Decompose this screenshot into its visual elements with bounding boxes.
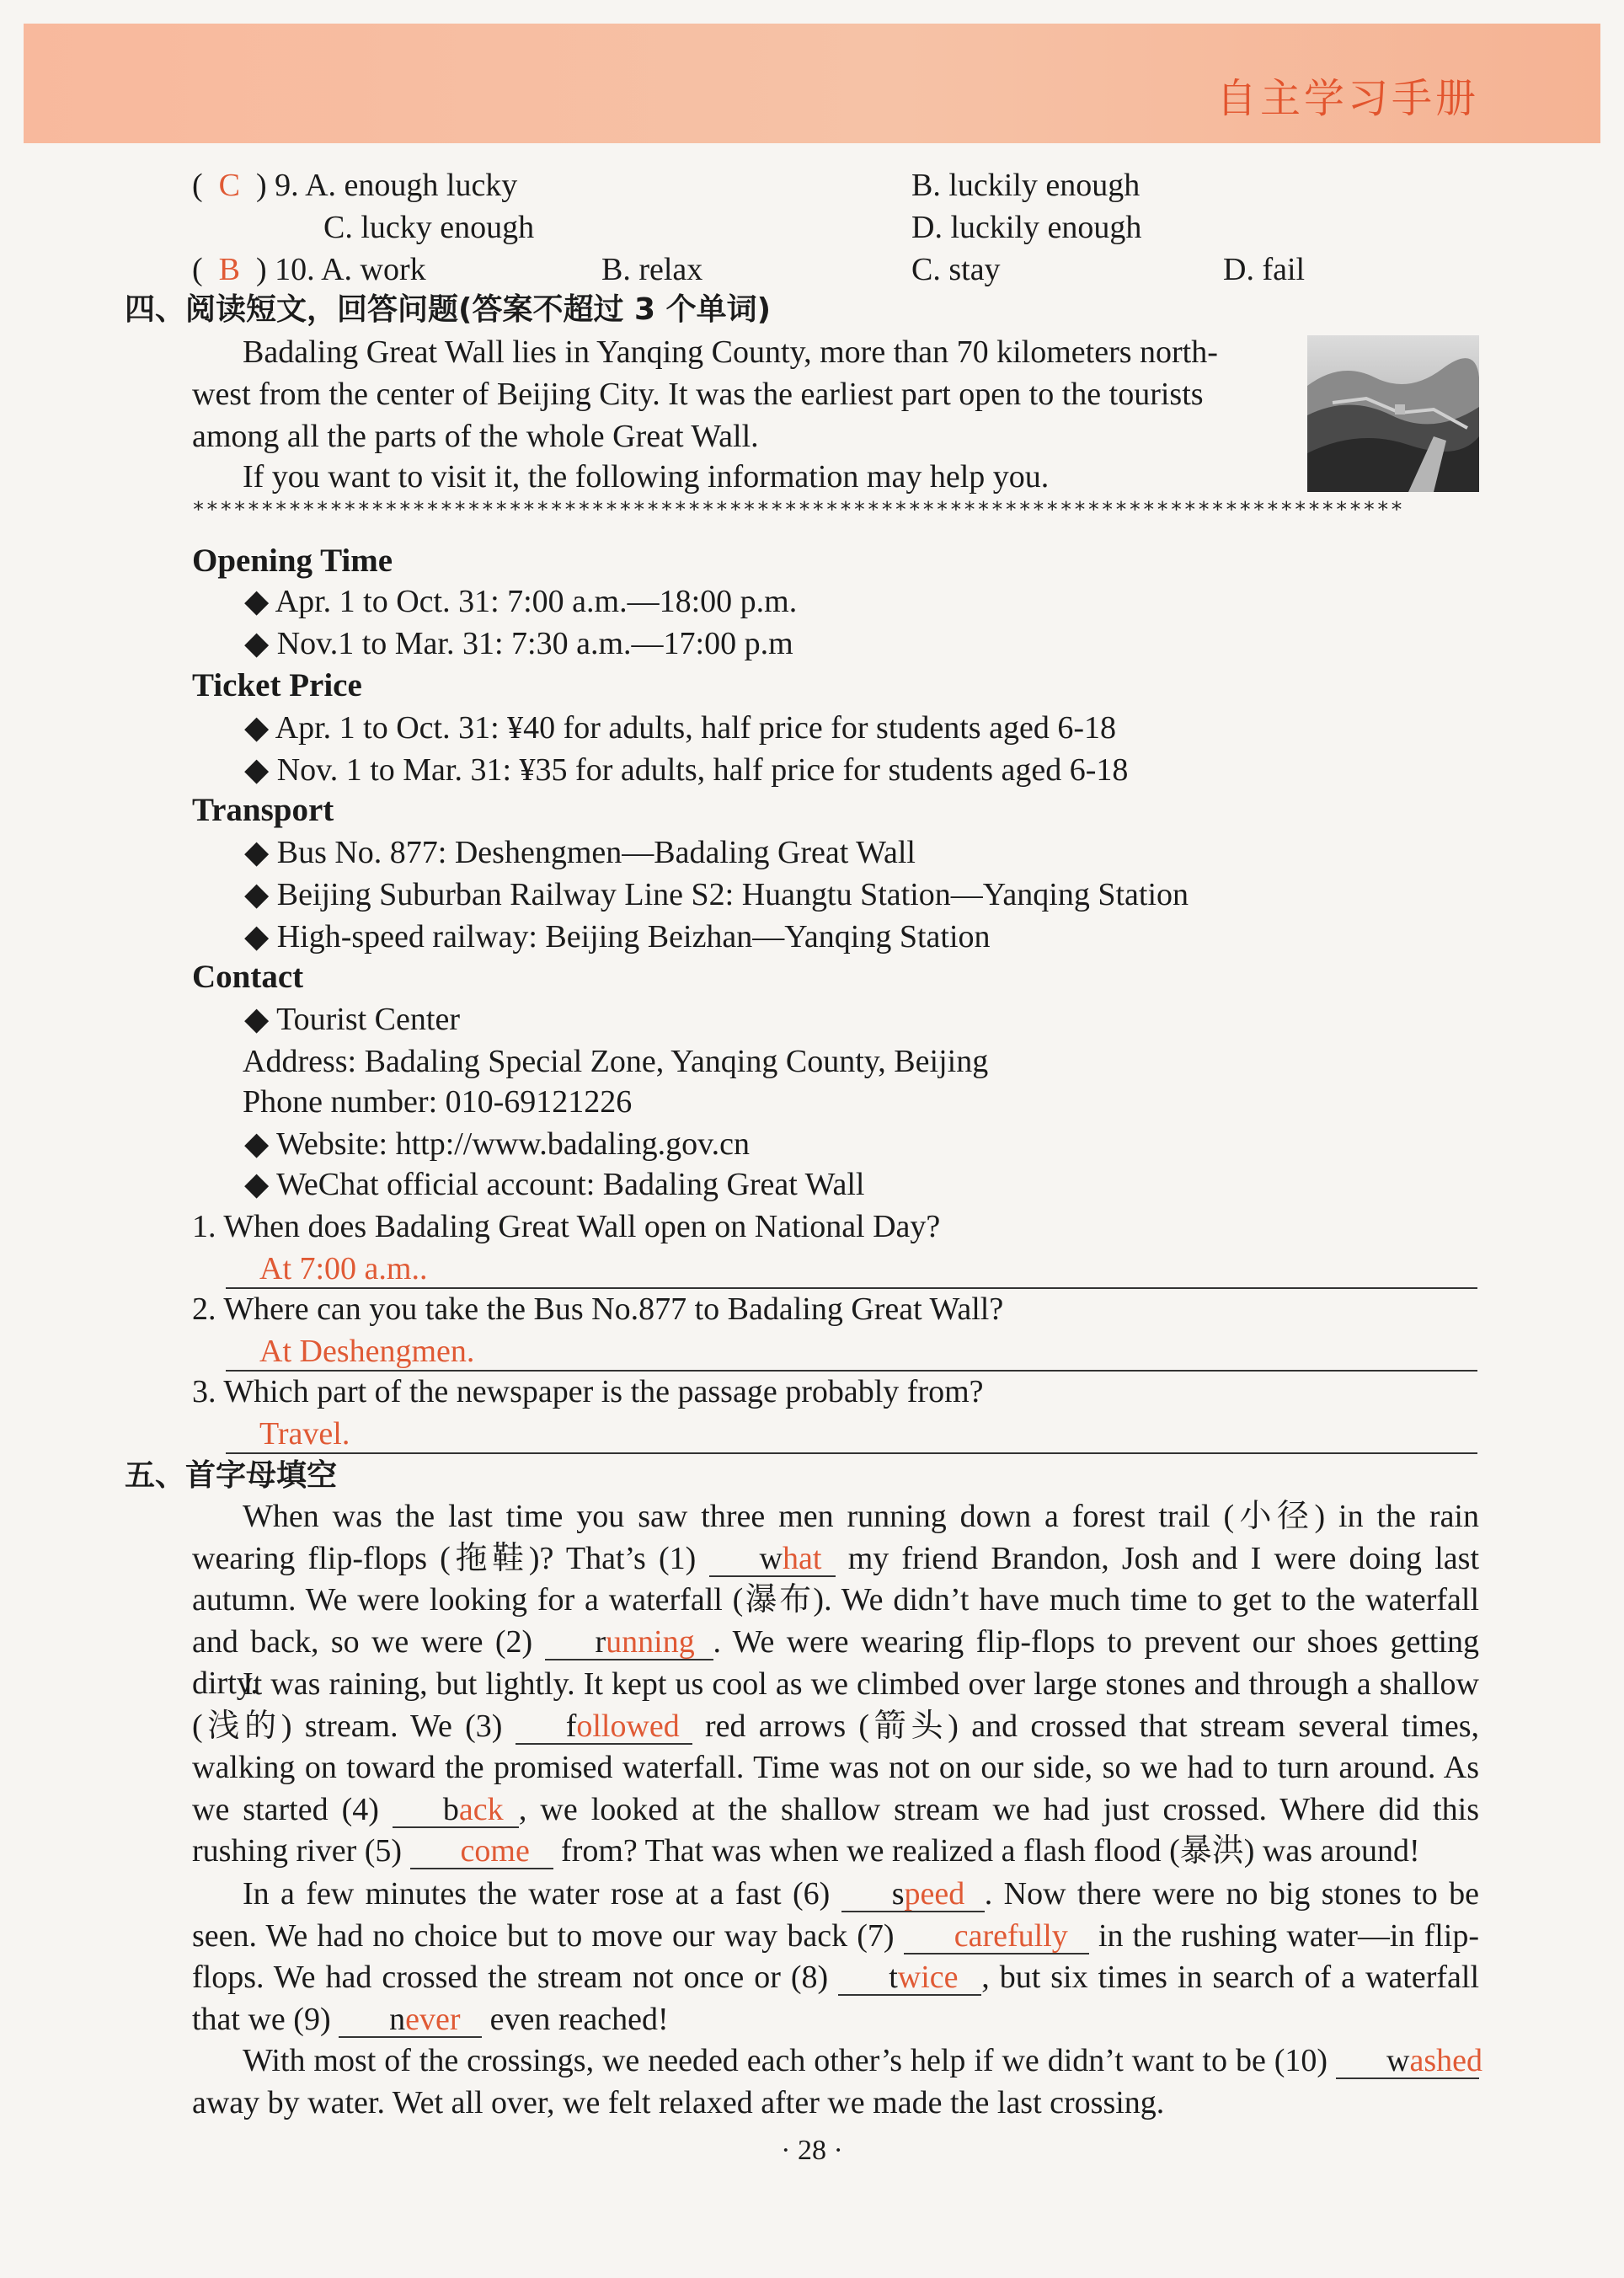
blank-7: carefully bbox=[904, 1919, 1089, 1954]
contact-center: ◆ Tourist Center bbox=[244, 1002, 460, 1037]
intro-line-1: Badaling Great Wall lies in Yanqing County, more than 70 kilometers north- bbox=[243, 334, 1218, 370]
page-number: · 28 · bbox=[781, 2135, 843, 2166]
diamond-bullet-icon: ◆ bbox=[244, 877, 270, 912]
ticket-item-1: ◆ Apr. 1 to Oct. 31: ¥40 for adults, half price for students aged 6-18 bbox=[244, 710, 1116, 746]
diamond-bullet-icon: ◆ bbox=[244, 1167, 270, 1202]
intro-line-4: If you want to visit it, the following information may help you. bbox=[243, 459, 1050, 495]
q10-number: 10. bbox=[275, 252, 315, 287]
q9-number: 9. bbox=[275, 168, 299, 203]
diamond-bullet-icon: ◆ bbox=[244, 626, 270, 661]
blank-3: followed bbox=[516, 1709, 692, 1745]
diamond-bullet-icon: ◆ bbox=[244, 1126, 270, 1162]
answer-1: At 7:00 a.m.. bbox=[259, 1251, 428, 1286]
question-2: 2. Where can you take the Bus No.877 to Badaling Great Wall? bbox=[192, 1291, 1004, 1327]
book-title: 自主学习手册 bbox=[1215, 75, 1479, 122]
blank-8: twice bbox=[838, 1960, 981, 1996]
question-3: 3. Which part of the newspaper is the passage probably from? bbox=[192, 1374, 984, 1409]
cloze-paragraph-2: It was raining, but lightly. It kept us cool as we climbed over large stones and through a shallow (浅的) stream. We (3) followed red arrows (箭头) and crossed that stream several times, walking on toward the promised waterfall. Time was not on our side, so we had to turn around. As we started (4) back , we looked at the shallow stream we had just crossed. Where did this rushing river (5) come from? That was when we realized a flash flood (暴洪) was around! bbox=[192, 1666, 1480, 1869]
q9-option-b: B. luckily enough bbox=[911, 168, 1141, 203]
section5-title: 五、首字母填空 bbox=[125, 1458, 338, 1493]
answer-line-2 bbox=[226, 1329, 1477, 1372]
contact-website: ◆ Website: http://www.badaling.gov.cn bbox=[244, 1126, 750, 1162]
diamond-bullet-icon: ◆ bbox=[244, 835, 270, 870]
q9-line: ( C ) 9. A. enough lucky bbox=[192, 168, 518, 203]
diamond-bullet-icon: ◆ bbox=[244, 710, 270, 746]
diamond-bullet-icon: ◆ bbox=[244, 919, 270, 955]
section4-title: 四、阅读短文，回答问题(答案不超过 3 个单词) bbox=[125, 292, 772, 327]
transport-item-2: ◆ Beijing Suburban Railway Line S2: Huangtu Station—Yanqing Station bbox=[244, 877, 1189, 912]
blank-2: running bbox=[545, 1625, 713, 1660]
contact-phone: Phone number: 010-69121226 bbox=[243, 1084, 633, 1120]
ticket-item-2: ◆ Nov. 1 to Mar. 31: ¥35 for adults, half price for students aged 6-18 bbox=[244, 752, 1129, 788]
q9-option-c: C. lucky enough bbox=[323, 210, 535, 245]
diamond-bullet-icon: ◆ bbox=[244, 1002, 270, 1037]
q9-option-d: D. luckily enough bbox=[911, 210, 1142, 245]
answer-2: At Deshengmen. bbox=[259, 1334, 475, 1369]
contact-address: Address: Badaling Special Zone, Yanqing County, Beijing bbox=[243, 1044, 989, 1079]
diamond-bullet-icon: ◆ bbox=[244, 584, 270, 619]
cloze-paragraph-3: In a few minutes the water rose at a fast (6) speed . Now there were no big stones to be seen. We had no choice but to move our way back (7) carefully in the rushing water—in flip-flops. We had crossed the stream not once or (8) twice , but six times in search of a waterfall that we (9) never even reached! bbox=[192, 1876, 1480, 2037]
ticket-price-heading: Ticket Price bbox=[192, 667, 362, 703]
transport-item-1: ◆ Bus No. 877: Deshengmen—Badaling Great Wall bbox=[244, 835, 916, 870]
q10-option-d: D. fail bbox=[1223, 252, 1306, 287]
diamond-bullet-icon: ◆ bbox=[244, 752, 270, 788]
cloze-paragraph-4: With most of the crossings, we needed each other’s help if we didn’t want to be (10) washed away by water. Wet all over, we felt relaxed after we made the last crossing. bbox=[192, 2043, 1482, 2120]
cloze-paragraph-1: When was the last time you saw three men running down a forest trail (小径) in the rain wearing flip-flops (拖鞋)? That’s (1) what my friend Brandon, Josh and I were doing last autumn. We were looking for a waterfall (瀑布). We didn’t have much time to get to the waterfall and back, so we were (2) running . We were wearing flip-flops to prevent our shoes getting dirty. bbox=[192, 1499, 1480, 1702]
blank-6: speed bbox=[841, 1877, 985, 1912]
intro-line-2: west from the center of Beijing City. It was the earliest part open to the tourists bbox=[192, 377, 1204, 412]
answer-3: Travel. bbox=[259, 1416, 350, 1452]
intro-line-3: among all the parts of the whole Great Wall. bbox=[192, 419, 759, 454]
q9-answer: C bbox=[218, 168, 241, 203]
separator-stars: **************************************************************************************** bbox=[192, 497, 1404, 521]
blank-10: washed bbox=[1336, 2044, 1479, 2079]
blank-5: come bbox=[410, 1834, 553, 1869]
contact-wechat: ◆ WeChat official account: Badaling Great Wall bbox=[244, 1167, 865, 1202]
answer-line-3 bbox=[226, 1412, 1477, 1454]
blank-4: back bbox=[393, 1793, 519, 1828]
q10-option-b: B. relax bbox=[601, 252, 703, 287]
blank-9: never bbox=[339, 2003, 482, 2038]
transport-item-3: ◆ High-speed railway: Beijing Beizhan—Yanqing Station bbox=[244, 919, 991, 955]
q10-option-a: A. work bbox=[321, 252, 426, 287]
answer-line-1 bbox=[226, 1247, 1477, 1289]
opening-item-1: ◆ Apr. 1 to Oct. 31: 7:00 a.m.—18:00 p.m. bbox=[244, 584, 798, 619]
opening-time-heading: Opening Time bbox=[192, 543, 393, 579]
q9-option-a: A. enough lucky bbox=[305, 168, 518, 203]
great-wall-photo bbox=[1307, 335, 1479, 492]
blank-1: what bbox=[709, 1542, 836, 1577]
contact-heading: Contact bbox=[192, 959, 304, 995]
question-1: 1. When does Badaling Great Wall open on National Day? bbox=[192, 1209, 941, 1244]
q10-answer: B bbox=[218, 252, 241, 287]
q10-line: ( B ) 10. A. work bbox=[192, 252, 426, 287]
transport-heading: Transport bbox=[192, 792, 334, 828]
q10-option-c: C. stay bbox=[911, 252, 1001, 287]
opening-item-2: ◆ Nov.1 to Mar. 31: 7:30 a.m.—17:00 p.m bbox=[244, 626, 793, 661]
